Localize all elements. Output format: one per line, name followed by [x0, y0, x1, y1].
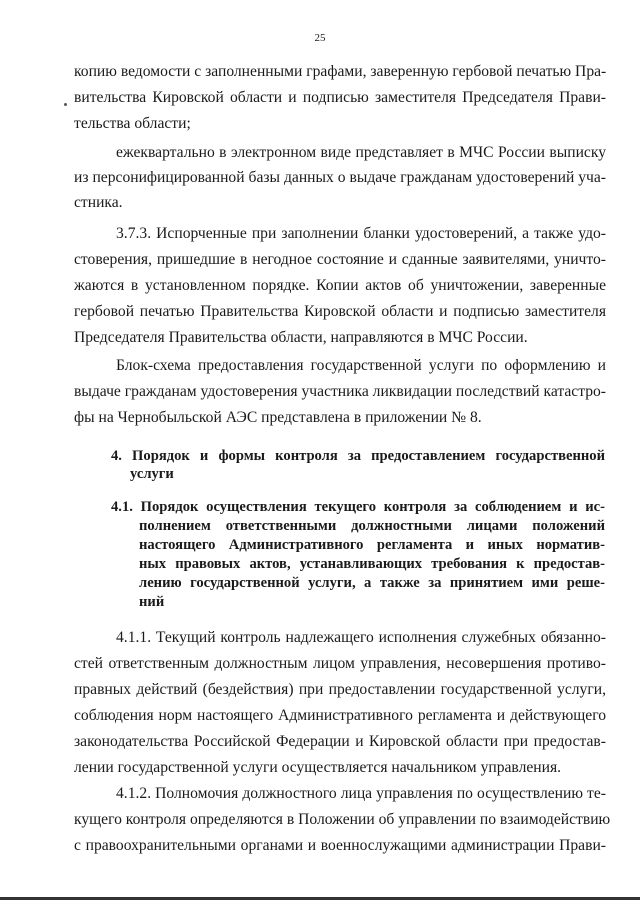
- text-line: стоверения, пришедшие в негодное состояние и сданные заявителями, уничто-: [74, 251, 606, 268]
- subsection-heading: полнением ответственными должностными лицами положений: [139, 518, 605, 534]
- text-line: стей ответственным должностным лицом управления, несовершения противо-: [74, 655, 606, 672]
- section-heading: 4. Порядок и формы контроля за предоставлением государственной: [111, 448, 605, 464]
- text-line: с правоохранительными органами и военнослужащими администрации Прави-: [74, 837, 606, 854]
- subsection-heading: ных правовых актов, устанавливающих требования к предостав-: [139, 556, 605, 572]
- section-heading: услуги: [130, 466, 174, 482]
- text-line: 4.1.2. Полномочия должностного лица управления по осуществлению те-: [116, 785, 606, 802]
- text-line: тельства области;: [74, 115, 191, 132]
- scan-speck: [64, 103, 67, 106]
- text-line: 4.1.1. Текущий контроль надлежащего исполнения служебных обязанно-: [116, 629, 606, 646]
- subsection-heading: настоящего Административного регламента и иных норматив-: [139, 537, 605, 553]
- text-line: выдаче гражданам удостоверения участника ликвидации последствий катастро-: [74, 383, 606, 400]
- text-line: из персонифицированной базы данных о выдаче гражданам удостоверений уча-: [74, 169, 606, 186]
- text-line: Председателя Правительства области, направляются в МЧС России.: [74, 329, 528, 346]
- subsection-heading: 4.1. Порядок осуществления текущего контроля за соблюдением и ис-: [111, 499, 605, 515]
- text-line: фы на Чернобыльской АЭС представлена в приложении № 8.: [74, 409, 482, 426]
- text-line: копию ведомости с заполненными графами, заверенную гербовой печатью Пра-: [74, 63, 607, 80]
- scan-bottom-edge: [0, 897, 640, 900]
- text-line: лении государственной услуги осуществляется начальником управления.: [74, 759, 562, 776]
- subsection-heading: ний: [139, 594, 165, 610]
- text-line: соблюдения норм настоящего Административного регламента и действующего: [74, 707, 606, 724]
- text-line: Блок-схема предоставления государственной услуги по оформлению и: [116, 357, 606, 374]
- text-line: законодательства Российской Федерации и Кировской области при предостав-: [74, 733, 606, 750]
- text-line: правных действий (бездействия) при предоставлении государственной услуги,: [74, 681, 606, 698]
- text-line: 3.7.3. Испорченные при заполнении бланки удостоверений, а также удо-: [116, 225, 606, 242]
- text-line: жаются в установленном порядке. Копии актов об уничтожении, заверенные: [74, 277, 606, 294]
- page-number: 25: [314, 32, 326, 44]
- text-line: кущего контроля определяются в Положении об управлении по взаимодействию: [74, 811, 611, 828]
- text-line: вительства Кировской области и подписью заместителя Председателя Прави-: [74, 89, 606, 106]
- subsection-heading: лению государственной услуги, а также за принятием ими реше-: [139, 575, 605, 591]
- text-line: гербовой печатью Правительства Кировской области и подписью заместителя: [74, 303, 606, 320]
- text-line: стника.: [74, 194, 123, 211]
- text-line: ежеквартально в электронном виде представляет в МЧС России выписку: [116, 144, 606, 161]
